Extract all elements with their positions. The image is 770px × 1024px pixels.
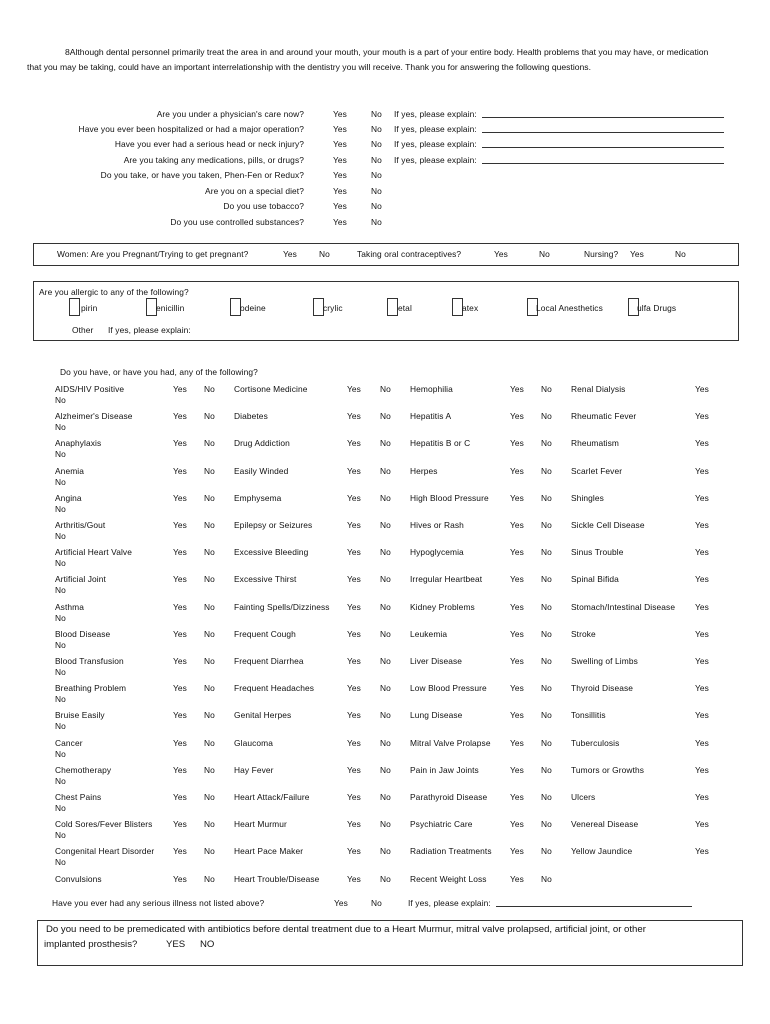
- condition-yes[interactable]: Yes: [510, 683, 524, 693]
- condition-no[interactable]: No: [380, 683, 391, 693]
- condition-label: Cancer: [55, 738, 83, 748]
- history-title: Do you have, or have you had, any of the following?: [60, 367, 258, 377]
- condition-no[interactable]: No: [541, 629, 552, 639]
- condition-label: Spinal Bifida: [571, 574, 619, 584]
- condition-yes[interactable]: Yes: [510, 629, 524, 639]
- condition-yes[interactable]: Yes: [695, 819, 709, 829]
- condition-no[interactable]: No: [541, 819, 552, 829]
- condition-label: High Blood Pressure: [410, 493, 489, 503]
- condition-yes[interactable]: Yes: [347, 602, 361, 612]
- condition-yes[interactable]: Yes: [695, 656, 709, 666]
- condition-label: Convulsions: [55, 874, 102, 884]
- other-illness-explain-label: If yes, please explain:: [408, 898, 491, 908]
- condition-yes[interactable]: Yes: [347, 765, 361, 775]
- condition-label: Excessive Bleeding: [234, 547, 309, 557]
- condition-label: Shingles: [571, 493, 604, 503]
- condition-no[interactable]: No: [204, 411, 215, 421]
- condition-label: Sickle Cell Disease: [571, 520, 645, 530]
- condition-label: Tumors or Growths: [571, 765, 645, 775]
- condition-label: Angina: [55, 493, 82, 503]
- condition-no[interactable]: No: [204, 683, 215, 693]
- allergy-option-label: atex: [462, 303, 479, 313]
- allergy-option-label: pirin: [81, 303, 98, 313]
- condition-no[interactable]: No: [380, 493, 391, 503]
- condition-no[interactable]: No: [204, 574, 215, 584]
- other-illness-question: Have you ever had any serious illness not listed above?: [52, 898, 265, 908]
- allergy-option-label: crylic: [323, 303, 343, 313]
- question-explain-label: If yes, please explain:: [394, 109, 477, 119]
- condition-yes[interactable]: Yes: [347, 874, 361, 884]
- condition-label: Breathing Problem: [55, 683, 127, 693]
- condition-no[interactable]: No: [380, 547, 391, 557]
- condition-label: Venereal Disease: [571, 819, 639, 829]
- condition-yes[interactable]: Yes: [173, 738, 187, 748]
- condition-yes[interactable]: Yes: [347, 547, 361, 557]
- condition-label: Epilepsy or Seizures: [234, 520, 313, 530]
- condition-yes[interactable]: Yes: [173, 846, 187, 856]
- condition-no[interactable]: No: [541, 738, 552, 748]
- pregnant-yes[interactable]: Yes: [283, 249, 297, 259]
- condition-label: Yellow Jaundice: [571, 846, 633, 856]
- condition-yes[interactable]: Yes: [173, 493, 187, 503]
- condition-no[interactable]: No: [380, 520, 391, 530]
- condition-label: Lung Disease: [410, 710, 463, 720]
- condition-label: Cold Sores/Fever Blisters: [55, 819, 153, 829]
- condition-no[interactable]: No: [55, 830, 66, 840]
- condition-no[interactable]: No: [55, 558, 66, 568]
- premedication-yes[interactable]: YES: [166, 939, 186, 950]
- condition-yes[interactable]: Yes: [510, 547, 524, 557]
- condition-label: Easily Winded: [234, 466, 289, 476]
- condition-yes[interactable]: Yes: [173, 466, 187, 476]
- question-explain-field[interactable]: [482, 138, 724, 148]
- condition-no[interactable]: No: [380, 792, 391, 802]
- condition-no[interactable]: No: [204, 846, 215, 856]
- condition-no[interactable]: No: [380, 384, 391, 394]
- condition-label: Mitral Valve Prolapse: [410, 738, 491, 748]
- condition-no[interactable]: No: [204, 819, 215, 829]
- condition-label: Rheumatic Fever: [571, 411, 637, 421]
- question-no[interactable]: No: [371, 139, 382, 149]
- question-text: Do you take, or have you taken, Phen-Fen or Redux?: [100, 170, 304, 180]
- question-explain-label: If yes, please explain:: [394, 139, 477, 149]
- condition-yes[interactable]: Yes: [510, 411, 524, 421]
- question-text: Are you under a physician's care now?: [156, 109, 304, 119]
- condition-label: Pain in Jaw Joints: [410, 765, 479, 775]
- premedication-no[interactable]: NO: [200, 939, 215, 950]
- question-yes[interactable]: Yes: [333, 170, 347, 180]
- condition-yes[interactable]: Yes: [347, 819, 361, 829]
- condition-yes[interactable]: Yes: [173, 602, 187, 612]
- condition-yes[interactable]: Yes: [173, 411, 187, 421]
- question-yes[interactable]: Yes: [333, 124, 347, 134]
- condition-no[interactable]: No: [380, 819, 391, 829]
- condition-label: Heart Attack/Failure: [234, 792, 310, 802]
- condition-yes[interactable]: Yes: [510, 819, 524, 829]
- condition-no[interactable]: No: [204, 520, 215, 530]
- condition-no[interactable]: No: [204, 547, 215, 557]
- condition-no[interactable]: No: [55, 776, 66, 786]
- question-no[interactable]: No: [371, 201, 382, 211]
- condition-no[interactable]: No: [541, 411, 552, 421]
- condition-yes[interactable]: Yes: [173, 683, 187, 693]
- condition-label: Heart Murmur: [234, 819, 287, 829]
- allergy-checkbox[interactable]: [387, 298, 398, 316]
- condition-no[interactable]: No: [541, 602, 552, 612]
- other-illness-yes[interactable]: Yes: [334, 898, 348, 908]
- condition-label: Chemotherapy: [55, 765, 112, 775]
- condition-label: Sinus Trouble: [571, 547, 624, 557]
- condition-label: Hemophilia: [410, 384, 453, 394]
- condition-label: Anaphylaxis: [55, 438, 102, 448]
- other-illness-explain-field[interactable]: [496, 897, 692, 907]
- condition-no[interactable]: No: [380, 574, 391, 584]
- condition-label: Frequent Diarrhea: [234, 656, 304, 666]
- condition-label: Congenital Heart Disorder: [55, 846, 155, 856]
- condition-label: Hepatitis B or C: [410, 438, 471, 448]
- question-text: Have you ever had a serious head or neck injury?: [114, 139, 304, 149]
- condition-no[interactable]: No: [55, 449, 66, 459]
- condition-yes[interactable]: Yes: [347, 683, 361, 693]
- condition-no[interactable]: No: [380, 738, 391, 748]
- contraceptives-label: Taking oral contraceptives?: [357, 249, 462, 259]
- condition-yes[interactable]: Yes: [695, 765, 709, 775]
- question-no[interactable]: No: [371, 109, 382, 119]
- condition-yes[interactable]: Yes: [510, 765, 524, 775]
- allergy-checkbox[interactable]: [69, 298, 80, 316]
- condition-yes[interactable]: Yes: [347, 384, 361, 394]
- nursing-label: Nursing?: [584, 249, 619, 259]
- condition-yes[interactable]: Yes: [695, 520, 709, 530]
- condition-label: Chest Pains: [55, 792, 102, 802]
- contraceptives-yes[interactable]: Yes: [494, 249, 508, 259]
- condition-label: Blood Disease: [55, 629, 111, 639]
- condition-yes[interactable]: Yes: [510, 520, 524, 530]
- condition-no[interactable]: No: [55, 694, 66, 704]
- condition-label: Excessive Thirst: [234, 574, 297, 584]
- condition-no[interactable]: No: [204, 792, 215, 802]
- condition-no[interactable]: No: [55, 857, 66, 867]
- condition-no[interactable]: No: [380, 765, 391, 775]
- condition-label: Rheumatism: [571, 438, 620, 448]
- condition-no[interactable]: No: [55, 640, 66, 650]
- condition-yes[interactable]: Yes: [695, 602, 709, 612]
- nursing-no[interactable]: No: [675, 249, 686, 259]
- condition-yes[interactable]: Yes: [510, 874, 524, 884]
- condition-no[interactable]: No: [55, 613, 66, 623]
- condition-no[interactable]: No: [204, 438, 215, 448]
- allergy-option-label: odeine: [240, 303, 266, 313]
- condition-no[interactable]: No: [541, 466, 552, 476]
- condition-label: Heart Trouble/Disease: [234, 874, 320, 884]
- condition-yes[interactable]: Yes: [695, 683, 709, 693]
- condition-no[interactable]: No: [380, 602, 391, 612]
- condition-no[interactable]: No: [541, 384, 552, 394]
- condition-label: Arthritis/Gout: [55, 520, 106, 530]
- condition-label: Renal Dialysis: [571, 384, 626, 394]
- question-yes[interactable]: Yes: [333, 217, 347, 227]
- question-text: Are you taking any medications, pills, or drugs?: [123, 155, 304, 165]
- nursing-yes[interactable]: Yes: [630, 249, 644, 259]
- condition-label: Diabetes: [234, 411, 268, 421]
- condition-no[interactable]: No: [55, 504, 66, 514]
- question-no[interactable]: No: [371, 170, 382, 180]
- condition-label: Radiation Treatments: [410, 846, 492, 856]
- condition-no[interactable]: No: [55, 803, 66, 813]
- condition-yes[interactable]: Yes: [173, 819, 187, 829]
- condition-yes[interactable]: Yes: [347, 656, 361, 666]
- question-explain-field[interactable]: [482, 154, 724, 164]
- pregnant-no[interactable]: No: [319, 249, 330, 259]
- question-text: Have you ever been hospitalized or had a major operation?: [78, 124, 304, 134]
- condition-no[interactable]: No: [380, 656, 391, 666]
- condition-no[interactable]: No: [380, 874, 391, 884]
- condition-no[interactable]: No: [380, 438, 391, 448]
- condition-yes[interactable]: Yes: [347, 629, 361, 639]
- condition-yes[interactable]: Yes: [510, 792, 524, 802]
- condition-label: Hay Fever: [234, 765, 274, 775]
- condition-label: Genital Herpes: [234, 710, 292, 720]
- allergy-option-label: Local Anesthetics: [536, 303, 603, 313]
- condition-yes[interactable]: Yes: [347, 710, 361, 720]
- condition-label: Stroke: [571, 629, 596, 639]
- question-yes[interactable]: Yes: [333, 109, 347, 119]
- condition-yes[interactable]: Yes: [347, 738, 361, 748]
- condition-no[interactable]: No: [55, 749, 66, 759]
- allergy-option-label: etal: [398, 303, 412, 313]
- condition-no[interactable]: No: [541, 846, 552, 856]
- condition-yes[interactable]: Yes: [347, 792, 361, 802]
- women-label: Women: Are you Pregnant/Trying to get pregnant?: [57, 249, 249, 259]
- condition-label: Herpes: [410, 466, 438, 476]
- condition-label: Blood Transfusion: [55, 656, 124, 666]
- condition-yes[interactable]: Yes: [510, 710, 524, 720]
- condition-label: Asthma: [55, 602, 84, 612]
- condition-no[interactable]: No: [55, 477, 66, 487]
- condition-no[interactable]: No: [380, 411, 391, 421]
- question-no[interactable]: No: [371, 155, 382, 165]
- question-yes[interactable]: Yes: [333, 201, 347, 211]
- condition-yes[interactable]: Yes: [510, 602, 524, 612]
- contraceptives-no[interactable]: No: [539, 249, 550, 259]
- condition-yes[interactable]: Yes: [510, 574, 524, 584]
- condition-yes[interactable]: Yes: [347, 574, 361, 584]
- condition-no[interactable]: No: [204, 384, 215, 394]
- condition-yes[interactable]: Yes: [695, 629, 709, 639]
- condition-yes[interactable]: Yes: [347, 438, 361, 448]
- condition-label: Frequent Headaches: [234, 683, 315, 693]
- condition-label: Heart Pace Maker: [234, 846, 304, 856]
- condition-no[interactable]: No: [380, 710, 391, 720]
- question-text: Do you use controlled substances?: [170, 217, 304, 227]
- condition-yes[interactable]: Yes: [695, 738, 709, 748]
- condition-label: Swelling of Limbs: [571, 656, 638, 666]
- condition-yes[interactable]: Yes: [173, 792, 187, 802]
- condition-no[interactable]: No: [541, 520, 552, 530]
- condition-label: Stomach/Intestinal Disease: [571, 602, 676, 612]
- condition-label: Tuberculosis: [571, 738, 620, 748]
- condition-no[interactable]: No: [380, 846, 391, 856]
- condition-no[interactable]: No: [541, 765, 552, 775]
- condition-yes[interactable]: Yes: [347, 493, 361, 503]
- question-yes[interactable]: Yes: [333, 186, 347, 196]
- condition-label: Bruise Easily: [55, 710, 105, 720]
- condition-yes[interactable]: Yes: [510, 656, 524, 666]
- condition-label: Artificial Joint: [55, 574, 106, 584]
- condition-label: Psychiatric Care: [410, 819, 473, 829]
- condition-yes[interactable]: Yes: [695, 792, 709, 802]
- condition-no[interactable]: No: [204, 738, 215, 748]
- condition-yes[interactable]: Yes: [695, 411, 709, 421]
- condition-no[interactable]: No: [55, 422, 66, 432]
- condition-yes[interactable]: Yes: [347, 846, 361, 856]
- condition-label: Hives or Rash: [410, 520, 464, 530]
- intro-paragraph: [27, 45, 717, 75]
- question-explain-field[interactable]: [482, 123, 724, 133]
- condition-label: Irregular Heartbeat: [410, 574, 483, 584]
- other-illness-no[interactable]: No: [371, 898, 382, 908]
- condition-label: Anemia: [55, 466, 84, 476]
- condition-label: Cortisone Medicine: [234, 384, 308, 394]
- condition-yes[interactable]: Yes: [510, 738, 524, 748]
- condition-yes[interactable]: Yes: [173, 765, 187, 775]
- condition-no[interactable]: No: [541, 874, 552, 884]
- condition-yes[interactable]: Yes: [510, 466, 524, 476]
- condition-no[interactable]: No: [541, 656, 552, 666]
- question-explain-label: If yes, please explain:: [394, 155, 477, 165]
- condition-no[interactable]: No: [204, 493, 215, 503]
- condition-no[interactable]: No: [541, 792, 552, 802]
- condition-label: Emphysema: [234, 493, 282, 503]
- condition-label: Alzheimer's Disease: [55, 411, 133, 421]
- condition-no[interactable]: No: [55, 395, 66, 405]
- condition-label: Artificial Heart Valve: [55, 547, 132, 557]
- condition-no[interactable]: No: [541, 710, 552, 720]
- condition-yes[interactable]: Yes: [695, 384, 709, 394]
- condition-no[interactable]: No: [55, 531, 66, 541]
- condition-label: Scarlet Fever: [571, 466, 623, 476]
- condition-yes[interactable]: Yes: [173, 710, 187, 720]
- condition-no[interactable]: No: [55, 721, 66, 731]
- premedication-question: Do you need to be premedicated with antibiotics before dental treatment due to a Heart Murmur, mitral valve prolapsed, artificial joint, or other: [46, 924, 646, 935]
- condition-yes[interactable]: Yes: [695, 846, 709, 856]
- condition-label: Hepatitis A: [410, 411, 452, 421]
- condition-yes[interactable]: Yes: [695, 574, 709, 584]
- question-explain-label: If yes, please explain:: [394, 124, 477, 134]
- condition-label: Recent Weight Loss: [410, 874, 487, 884]
- condition-yes[interactable]: Yes: [173, 574, 187, 584]
- condition-no[interactable]: No: [204, 656, 215, 666]
- condition-label: Thyroid Disease: [571, 683, 634, 693]
- condition-label: AIDS/HIV Positive: [55, 384, 125, 394]
- condition-no[interactable]: No: [541, 438, 552, 448]
- condition-yes[interactable]: Yes: [173, 520, 187, 530]
- condition-yes[interactable]: Yes: [347, 411, 361, 421]
- condition-yes[interactable]: Yes: [173, 629, 187, 639]
- condition-no[interactable]: No: [204, 629, 215, 639]
- condition-yes[interactable]: Yes: [695, 438, 709, 448]
- question-yes[interactable]: Yes: [333, 139, 347, 149]
- condition-yes[interactable]: Yes: [347, 466, 361, 476]
- condition-yes[interactable]: Yes: [695, 547, 709, 557]
- condition-no[interactable]: No: [204, 765, 215, 775]
- condition-yes[interactable]: Yes: [510, 438, 524, 448]
- allergy-other-label: Other: [72, 325, 94, 335]
- condition-yes[interactable]: Yes: [173, 547, 187, 557]
- question-no[interactable]: No: [371, 124, 382, 134]
- question-no[interactable]: No: [371, 217, 382, 227]
- allergy-option-label: ulfa Drugs: [637, 303, 677, 313]
- condition-label: Leukemia: [410, 629, 448, 639]
- condition-yes[interactable]: Yes: [173, 384, 187, 394]
- condition-label: Low Blood Pressure: [410, 683, 487, 693]
- condition-no[interactable]: No: [541, 574, 552, 584]
- condition-label: Kidney Problems: [410, 602, 475, 612]
- condition-no[interactable]: No: [204, 710, 215, 720]
- condition-yes[interactable]: Yes: [510, 384, 524, 394]
- condition-label: Fainting Spells/Dizziness: [234, 602, 330, 612]
- condition-no[interactable]: No: [204, 466, 215, 476]
- condition-no[interactable]: No: [541, 493, 552, 503]
- condition-label: Drug Addiction: [234, 438, 290, 448]
- condition-yes[interactable]: Yes: [695, 710, 709, 720]
- condition-no[interactable]: No: [204, 874, 215, 884]
- condition-no[interactable]: No: [380, 629, 391, 639]
- question-no[interactable]: No: [371, 186, 382, 196]
- condition-no[interactable]: No: [541, 547, 552, 557]
- question-text: Do you use tobacco?: [223, 201, 304, 211]
- condition-yes[interactable]: Yes: [347, 520, 361, 530]
- condition-label: Parathyroid Disease: [410, 792, 488, 802]
- condition-yes[interactable]: Yes: [510, 493, 524, 503]
- condition-yes[interactable]: Yes: [695, 466, 709, 476]
- premedication-question-cont: implanted prosthesis?: [44, 939, 138, 950]
- condition-no[interactable]: No: [204, 602, 215, 612]
- condition-yes[interactable]: Yes: [173, 874, 187, 884]
- condition-label: Tonsillitis: [571, 710, 606, 720]
- condition-no[interactable]: No: [541, 683, 552, 693]
- question-yes[interactable]: Yes: [333, 155, 347, 165]
- condition-yes[interactable]: Yes: [510, 846, 524, 856]
- condition-no[interactable]: No: [55, 585, 66, 595]
- condition-label: Liver Disease: [410, 656, 463, 666]
- condition-label: Ulcers: [571, 792, 596, 802]
- allergy-title: Are you allergic to any of the following?: [39, 287, 189, 297]
- question-text: Are you on a special diet?: [205, 186, 304, 196]
- condition-yes[interactable]: Yes: [173, 656, 187, 666]
- condition-no[interactable]: No: [380, 466, 391, 476]
- condition-label: Frequent Cough: [234, 629, 296, 639]
- condition-yes[interactable]: Yes: [173, 438, 187, 448]
- intro-text: 8Although dental personnel primarily treat the area in and around your mouth, your mouth is a part of your entire body. Health problems that you may have, or medication that you may be taking, could have an important interrelationship with the dentistry you will receive. Thank you for answering the following questions.: [27, 47, 709, 72]
- question-explain-field[interactable]: [482, 108, 724, 118]
- condition-yes[interactable]: Yes: [695, 493, 709, 503]
- allergy-explain-label: If yes, please explain:: [108, 325, 191, 335]
- allergy-option-label: enicillin: [156, 303, 185, 313]
- condition-label: Glaucoma: [234, 738, 273, 748]
- condition-label: Hypoglycemia: [410, 547, 464, 557]
- condition-no[interactable]: No: [55, 667, 66, 677]
